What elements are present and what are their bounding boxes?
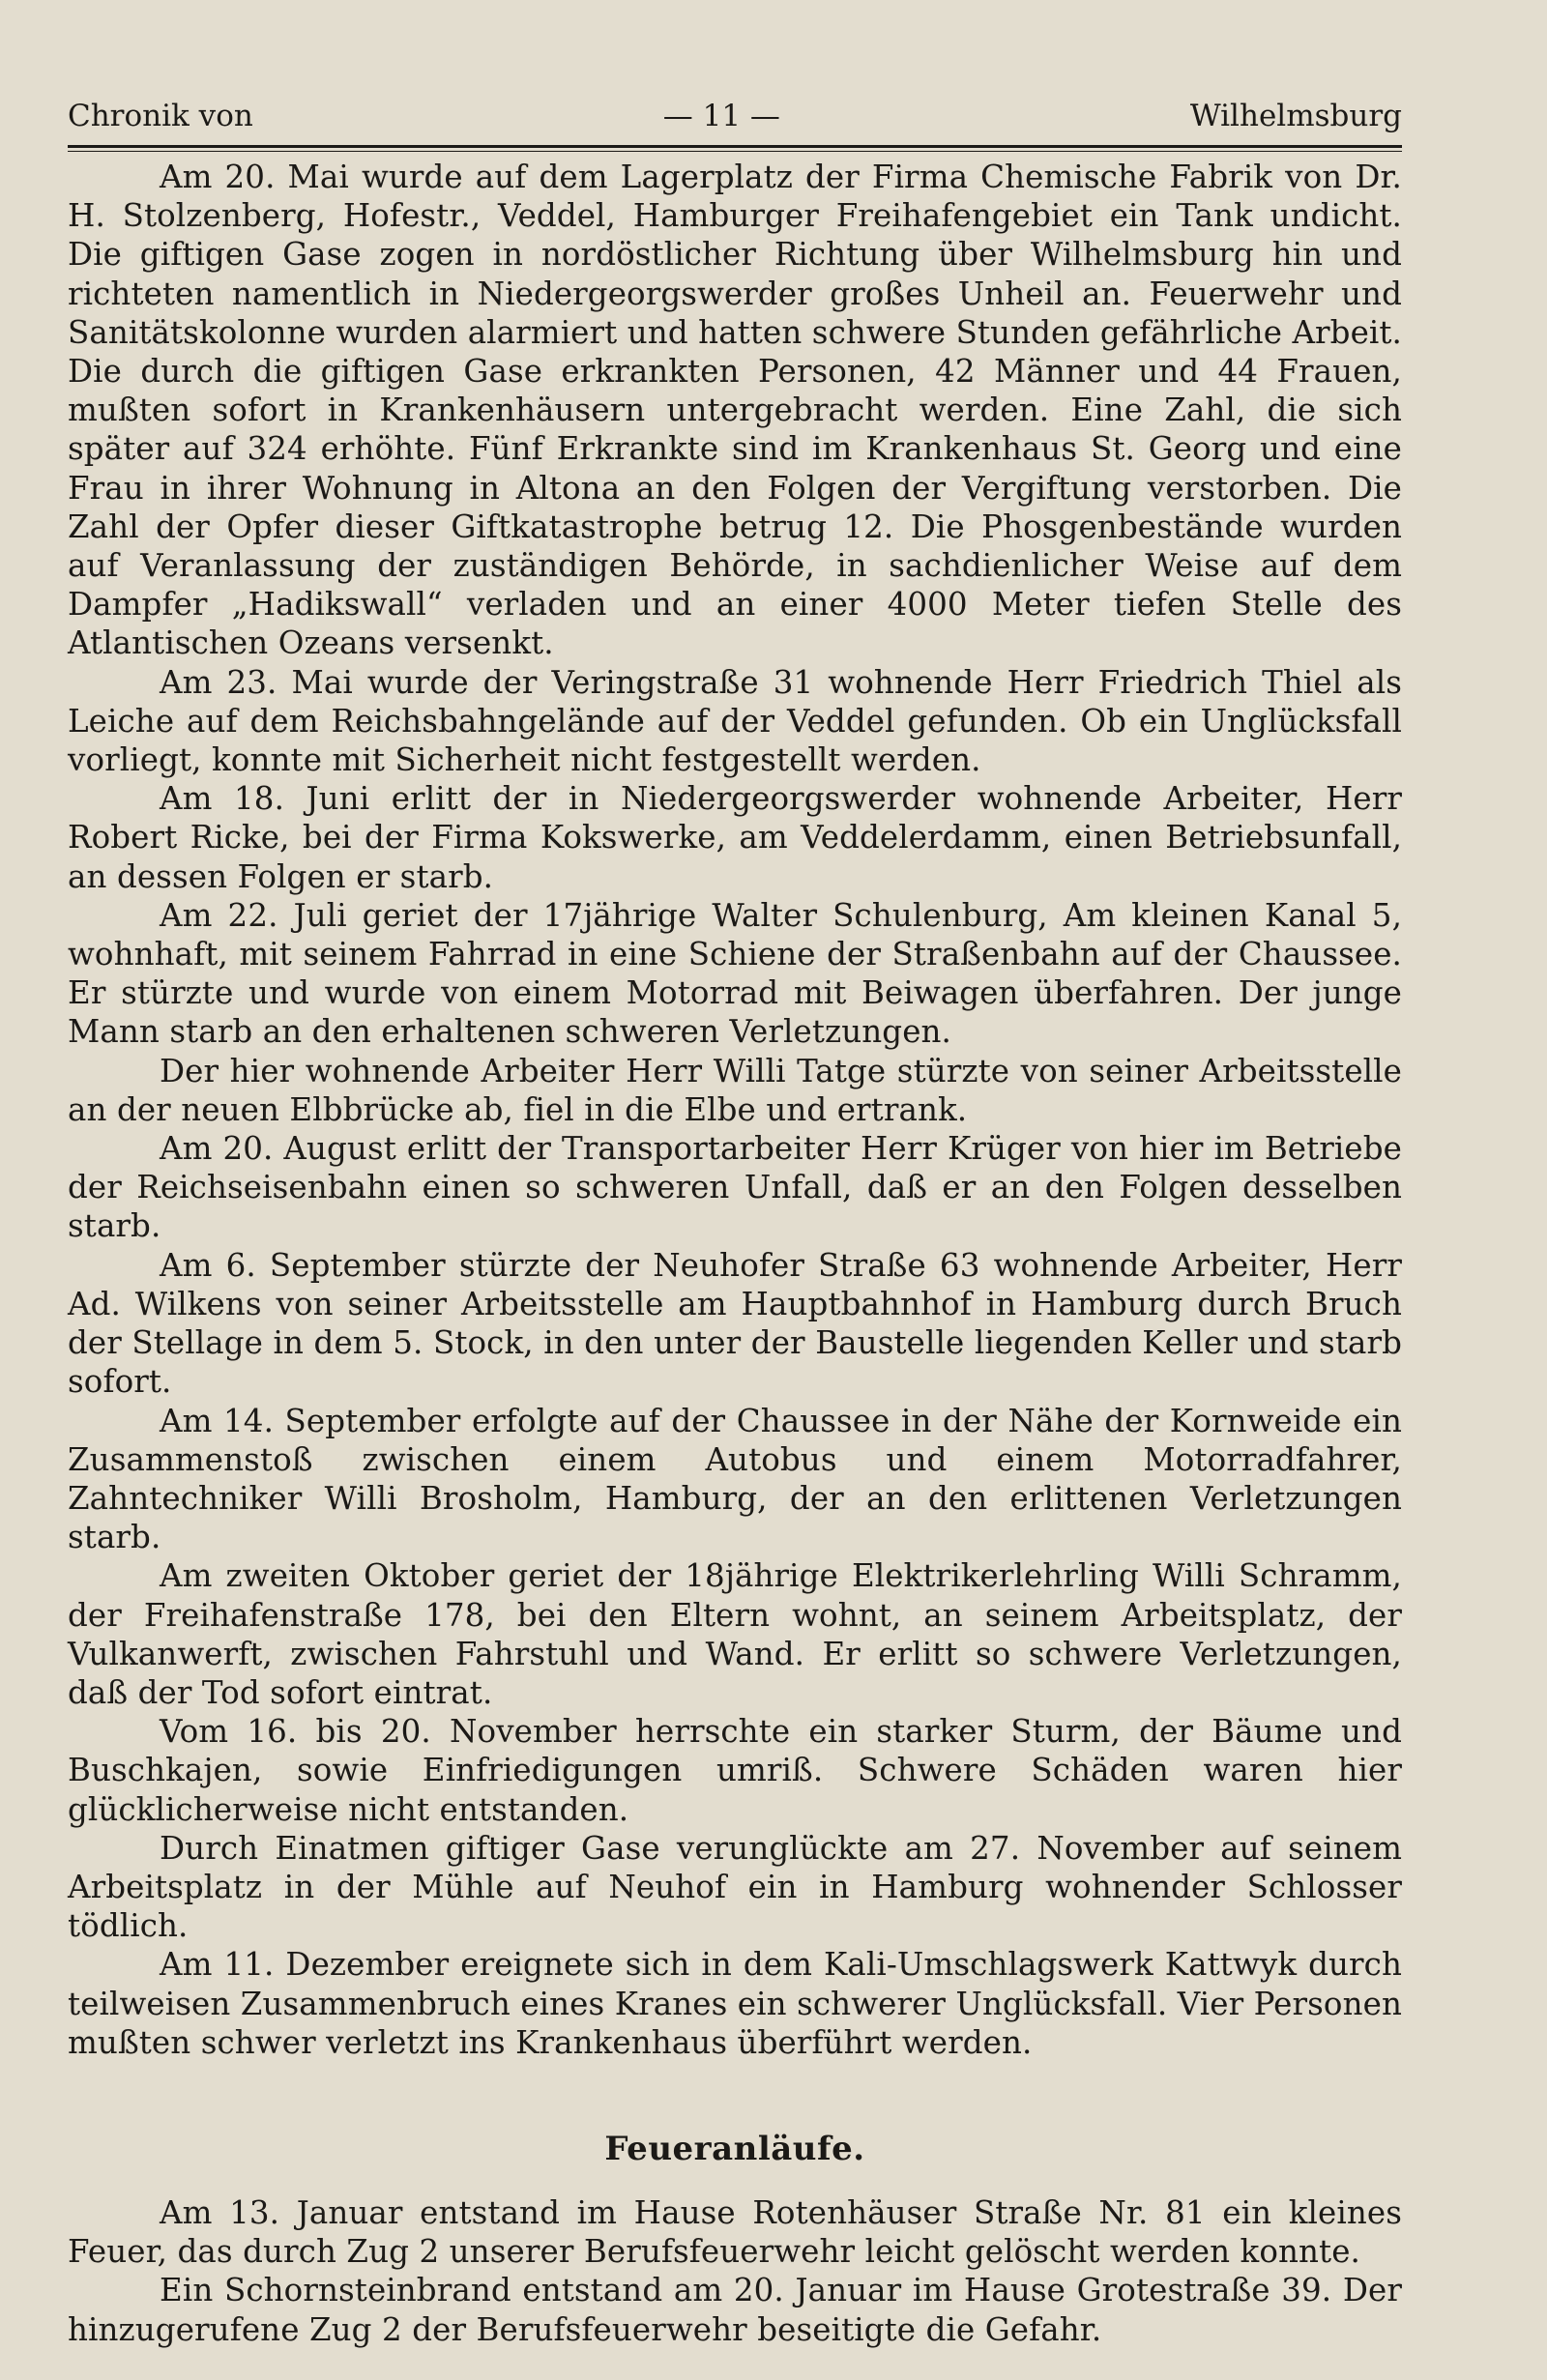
paragraph: Am 13. Januar entstand im Hause Rotenhäuser Straße Nr. 81 ein kleines Feuer, das durch Zug 2 unserer Berufsfeuerwehr leicht gelöscht werden konnte. [68, 2193, 1402, 2271]
paragraph: Am 20. August erlitt der Transportarbeiter Herr Krüger von hier im Betriebe der Reichseisenbahn einen so schweren Unfall, daß er an den Folgen desselben starb. [68, 1130, 1402, 1245]
paragraph: Am 11. Dezember ereignete sich in dem Kali-Umschlagswerk Kattwyk durch teilweisen Zusammenbruch eines Kranes ein schwerer Unglücksfall. Vier Personen mußten schwer verletzt ins Krankenhaus überführt werden. [68, 1946, 1402, 2061]
page-number: — 11 — [662, 99, 780, 133]
section-heading: Feueranläufe. [604, 2129, 865, 2168]
running-header [68, 97, 1402, 135]
paragraph: Am 14. September erfolgte auf der Chaussee in der Nähe der Kornweide ein Zusammenstoß zwischen einem Autobus und einem Motorradfahrer, Zahntechniker Willi Brosholm, Hamburg, der an den erlittenen Verletzungen starb. [68, 1402, 1402, 1556]
paragraph: Am 20. Mai wurde auf dem Lagerplatz der Firma Chemische Fabrik von Dr. H. Stolzenberg, Hofestr., Veddel, Hamburger Freihafengebiet ein Tank undicht. Die giftigen Gase zogen in nordöstlicher Richtung über Wilhelmsburg hin und richteten namentlich in Niedergeorgswerder großes Unheil an. Feuerwehr und Sanitätskolonne wurden alarmiert und hatten schwere Stunden gefährliche Arbeit. Die durch die giftigen Gase erkrankten Personen, 42 Männer und 44 Frauen, mußten sofort in Krankenhäusern untergebracht werden. Eine Zahl, die sich später auf 324 erhöhte. Fünf Erkrankte sind im Krankenhaus St. Georg und eine Frau in ihrer Wohnung in Altona an den Folgen der Vergiftung verstorben. Die Zahl der Opfer dieser Giftkatastrophe betrug 12. Die Phosgenbestände wurden auf Veranlassung der zuständigen Behörde, in sachdienlicher Weise auf dem Dampfer „Hadikswall“ verladen und an einer 4000 Meter tiefen Stelle des Atlantischen Ozeans versenkt. [68, 159, 1402, 662]
paragraph: Am 6. September stürzte der Neuhofer Straße 63 wohnende Arbeiter, Herr Ad. Wilkens von seiner Arbeitsstelle am Hauptbahnhof in Hamburg durch Bruch der Stellage in dem 5. Stock, in den unter der Baustelle liegenden Keller und starb sofort. [68, 1246, 1402, 1401]
paragraph: Der hier wohnende Arbeiter Herr Willi Tatge stürzte von seiner Arbeitsstelle an der neuen Elbbrücke ab, fiel in die Elbe und ertrank. [68, 1052, 1402, 1128]
paragraph: Am 23. Mai wurde der Veringstraße 31 wohnende Herr Friedrich Thiel als Leiche auf dem Reichsbahngelände auf der Veddel gefunden. Ob ein Unglücksfall vorliegt, konnte mit Sicherheit nicht festgestellt werden. [68, 663, 1402, 779]
paragraph: Am 18. Juni erlitt der in Niedergeorgswerder wohnende Arbeiter, Herr Robert Ricke, bei der Firma Kokswerke, am Veddelerdamm, einen Betriebsunfall, an dessen Folgen er starb. [68, 780, 1402, 895]
header-right: Wilhelmsburg [1189, 99, 1402, 133]
paragraph: Vom 16. bis 20. November herrschte ein starker Sturm, der Bäume und Buschkajen, sowie Einfriedigungen umriß. Schwere Schäden waren hier glücklicherweise nicht entstanden. [68, 1713, 1402, 1828]
paragraph: Am zweiten Oktober geriet der 18jährige Elektrikerlehrling Willi Schramm, der Freihafenstraße 178, bei den Eltern wohnt, an seinem Arbeitsplatz, der Vulkanwerft, zwischen Fahrstuhl und Wand. Er erlitt so schwere Verletzungen, daß der Tod sofort eintrat. [68, 1557, 1402, 1711]
paragraph: Am 22. Juli geriet der 17jährige Walter Schulenburg, Am kleinen Kanal 5, wohnhaft, mit seinem Fahrrad in eine Schiene der Straßenbahn auf der Chaussee. Er stürzte und wurde von einem Motorrad mit Beiwagen überfahren. Der junge Mann starb an den erhaltenen schweren Verletzungen. [68, 896, 1402, 1051]
paragraph: Durch Einatmen giftiger Gase verunglückte am 27. November auf seinem Arbeitsplatz in der Mühle auf Neuhof ein in Hamburg wohnender Schlosser tödlich. [68, 1829, 1402, 1945]
header-rule [68, 145, 1402, 152]
header-left: Chronik von [68, 99, 253, 133]
paragraph: Ein Schornsteinbrand entstand am 20. Januar im Hause Grotestraße 39. Der hinzugerufene Zug 2 der Berufsfeuerwehr beseitigte die Gefahr. [68, 2272, 1402, 2348]
body-text [68, 158, 1402, 2349]
